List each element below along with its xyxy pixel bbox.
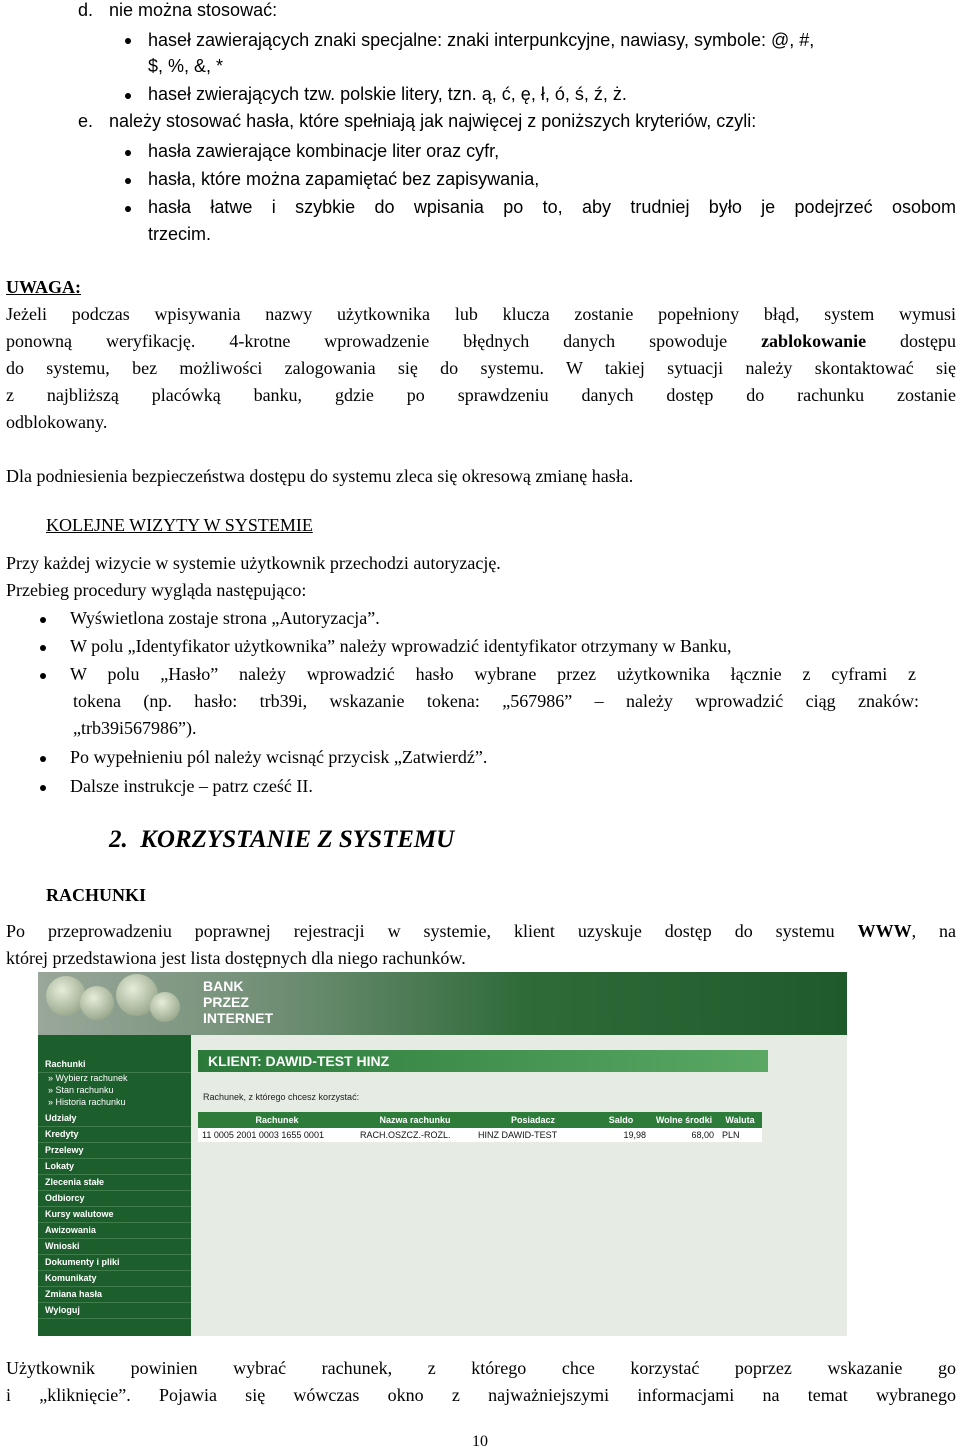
sidebar-divider: [38, 1318, 191, 1319]
section-heading: [109, 826, 454, 854]
logo-line: INTERNET: [203, 1010, 273, 1026]
client-banner: KLIENT: DAWID-TEST HINZ: [198, 1050, 768, 1072]
col-header: Rachunek: [198, 1112, 356, 1128]
rachunki-text: , na: [911, 921, 956, 941]
rachunki-heading: RACHUNKI: [46, 885, 147, 905]
sidebar-divider: [38, 1142, 191, 1143]
kolejne-p1: Przy każdej wizycie w systemie użytkownik przechodzi autoryzację.: [6, 553, 501, 573]
bank-screenshot: [38, 972, 847, 1336]
bullet-icon: [125, 93, 131, 99]
bullet-icon: [40, 785, 46, 791]
sidebar-menu-item[interactable]: Dokumenty i pliki: [45, 1257, 120, 1267]
list-item-cont: trzecim.: [148, 224, 211, 244]
coin-icon: [46, 976, 86, 1016]
sidebar-divider: [38, 1254, 191, 1255]
rachunki-bold: WWW: [857, 921, 912, 941]
list-e-label: e.: [78, 111, 94, 131]
uwaga-text: dostępu: [900, 331, 957, 351]
sidebar-divider: [38, 1174, 191, 1175]
final-line: i „kliknięcie”. Pojawia się wówczas okno z najważniejszymi informacjami na temat wybranego: [6, 1385, 956, 1405]
kolejne-p2: Przebieg procedury wygląda następująco:: [6, 580, 307, 600]
section-number: 2.: [109, 826, 128, 853]
sidebar-menu-item[interactable]: Udziały: [45, 1113, 77, 1123]
section-title: KORZYSTANIE Z SYSTEMU: [140, 826, 455, 853]
sidebar-menu-item[interactable]: Komunikaty: [45, 1273, 97, 1283]
bullet-icon: [125, 38, 131, 44]
uwaga-bold: zablokowanie: [761, 331, 867, 351]
list-item: Po wypełnieniu pól należy wcisnąć przycisk „Zatwierdź”.: [70, 747, 488, 767]
list-e-text: należy stosować hasła, które spełniają jak najwięcej z poniższych kryteriów, czyli:: [109, 111, 757, 131]
sidebar-divider: [38, 1222, 191, 1223]
uwaga-text: 4-krotne wprowadzenie błędnych danych spowoduje: [229, 331, 728, 351]
coin-icon: [80, 986, 114, 1020]
list-item-cont: tokena (np. hasło: trb39i, wskazanie tokena: „567986” – należy wprowadzić ciąg znaków:: [73, 691, 919, 711]
sidebar-menu-item[interactable]: » Historia rachunku: [48, 1097, 126, 1107]
sidebar-menu-item[interactable]: Wyloguj: [45, 1305, 80, 1315]
sidebar-menu-item[interactable]: Zmiana hasła: [45, 1289, 103, 1299]
logo-line: PRZEZ: [203, 994, 249, 1010]
uwaga-line: [6, 328, 956, 355]
sidebar-menu-item[interactable]: Zlecenia stałe: [45, 1177, 105, 1187]
cell-balance: 19,98: [592, 1128, 650, 1142]
uwaga-text: do systemu, bez możliwości zalogowania się do systemu.: [6, 358, 544, 378]
uwaga-text: ponowną weryfikację.: [6, 331, 196, 351]
final-line: Użytkownik powinien wybrać rachunek, z którego chce korzystać poprzez wskazanie go: [6, 1358, 956, 1378]
page-number: 10: [472, 1433, 488, 1450]
sidebar-menu-item[interactable]: Odbiorcy: [45, 1193, 85, 1203]
col-header: Waluta: [718, 1112, 762, 1128]
sidebar-menu-item[interactable]: Awizowania: [45, 1225, 96, 1235]
rachunki-line: której przedstawiona jest lista dostępnych dla niego rachunków.: [6, 948, 466, 968]
uwaga-line: [6, 355, 956, 382]
table-row[interactable]: [198, 1128, 762, 1142]
list-item: Wyświetlona zostaje strona „Autoryzacja”.: [70, 608, 380, 628]
sidebar-divider: [38, 1206, 191, 1207]
list-item: W polu „Hasło” należy wprowadzić hasło wybrane przez użytkownika łącznie z cyframi z: [70, 664, 916, 684]
rachunki-text: Po przeprowadzeniu poprawnej rejestracji w systemie, klient uzyskuje dostęp do systemu: [6, 921, 835, 941]
bank-sidebar: [38, 1035, 191, 1336]
list-d-label: d.: [78, 0, 94, 20]
list-item: hasła łatwe i szybkie do wpisania po to, aby trudniej było je podejrzeć osobom: [148, 197, 956, 217]
sidebar-divider: [38, 1158, 191, 1159]
logo-line: BANK: [203, 978, 244, 994]
list-item: haseł zwierających tzw. polskie litery, tzn. ą, ć, ę, ł, ó, ś, ź, ż.: [148, 84, 627, 104]
list-item: Dalsze instrukcje – patrz cześć II.: [70, 776, 313, 796]
uwaga-line: odblokowany.: [6, 412, 108, 432]
sidebar-divider: [38, 1302, 191, 1303]
cell-available: 68,00: [650, 1128, 718, 1142]
sidebar-divider: [38, 1286, 191, 1287]
sidebar-divider: [38, 1190, 191, 1191]
table-header-row: [198, 1112, 762, 1128]
sidebar-divider: [38, 1270, 191, 1271]
bullet-icon: [125, 150, 131, 156]
kolejne-heading: KOLEJNE WIZYTY W SYSTEMIE: [46, 515, 313, 535]
cell-owner: HINZ DAWID-TEST: [474, 1128, 592, 1142]
bank-logo: [203, 978, 273, 1026]
col-header: Nazwa rachunku: [356, 1112, 474, 1128]
account-prompt: Rachunek, z którego chcesz korzystać:: [203, 1092, 360, 1102]
list-d-text: nie można stosować:: [109, 0, 278, 20]
uwaga-line: Jeżeli podczas wpisywania nazwy użytkownika lub klucza zostanie popełniony błąd, system wymusi: [6, 304, 956, 324]
sidebar-menu-item[interactable]: Kredyty: [45, 1129, 79, 1139]
col-header: Posiadacz: [474, 1112, 592, 1128]
uwaga-line: z najbliższą placówką banku, gdzie po sprawdzeniu danych dostęp do rachunku zostanie: [6, 385, 956, 405]
uwaga-heading: UWAGA:: [6, 277, 81, 297]
col-header: Saldo: [592, 1112, 650, 1128]
uwaga-text: W takiej sytuacji należy skontaktować się: [565, 358, 956, 378]
list-item: hasła zawierające kombinacje liter oraz cyfr,: [148, 141, 500, 161]
sidebar-menu-item[interactable]: Przelewy: [45, 1145, 84, 1155]
sidebar-divider: [38, 1126, 191, 1127]
sidebar-menu-item[interactable]: » Stan rachunku: [48, 1085, 114, 1095]
sidebar-divider: [38, 1238, 191, 1239]
accounts-table: [198, 1112, 762, 1142]
cell-name: RACH.OSZCZ.-ROZL.: [356, 1128, 474, 1142]
cell-account[interactable]: 11 0005 2001 0003 1655 0001: [198, 1128, 356, 1142]
bullet-icon: [125, 178, 131, 184]
list-item: hasła, które można zapamiętać bez zapisywania,: [148, 169, 540, 189]
bullet-icon: [40, 756, 46, 762]
list-item-cont: $, %, &, *: [148, 56, 224, 76]
list-item-cont: „trb39i567986”).: [73, 718, 197, 738]
rachunki-line: [6, 918, 956, 945]
security-note: Dla podniesienia bezpieczeństwa dostępu do systemu zleca się okresową zmianę hasła.: [6, 466, 634, 486]
cell-currency: PLN: [718, 1128, 762, 1142]
coin-icon: [150, 992, 180, 1022]
sidebar-menu-item[interactable]: Rachunki: [45, 1059, 86, 1069]
bullet-icon: [40, 617, 46, 623]
list-item: haseł zawierających znaki specjalne: znaki interpunkcyjne, nawiasy, symbole: @, #,: [148, 30, 815, 50]
sidebar-menu-item[interactable]: » Wybierz rachunek: [48, 1073, 128, 1083]
bullet-icon: [40, 645, 46, 651]
col-header: Wolne środki: [650, 1112, 718, 1128]
sidebar-menu-item[interactable]: Kursy walutowe: [45, 1209, 114, 1219]
sidebar-menu-item[interactable]: Wnioski: [45, 1241, 80, 1251]
bullet-icon: [40, 673, 46, 679]
bullet-icon: [125, 206, 131, 212]
sidebar-menu-item[interactable]: Lokaty: [45, 1161, 75, 1171]
list-item: W polu „Identyfikator użytkownika” należy wprowadzić identyfikator otrzymany w Banku,: [70, 636, 732, 656]
